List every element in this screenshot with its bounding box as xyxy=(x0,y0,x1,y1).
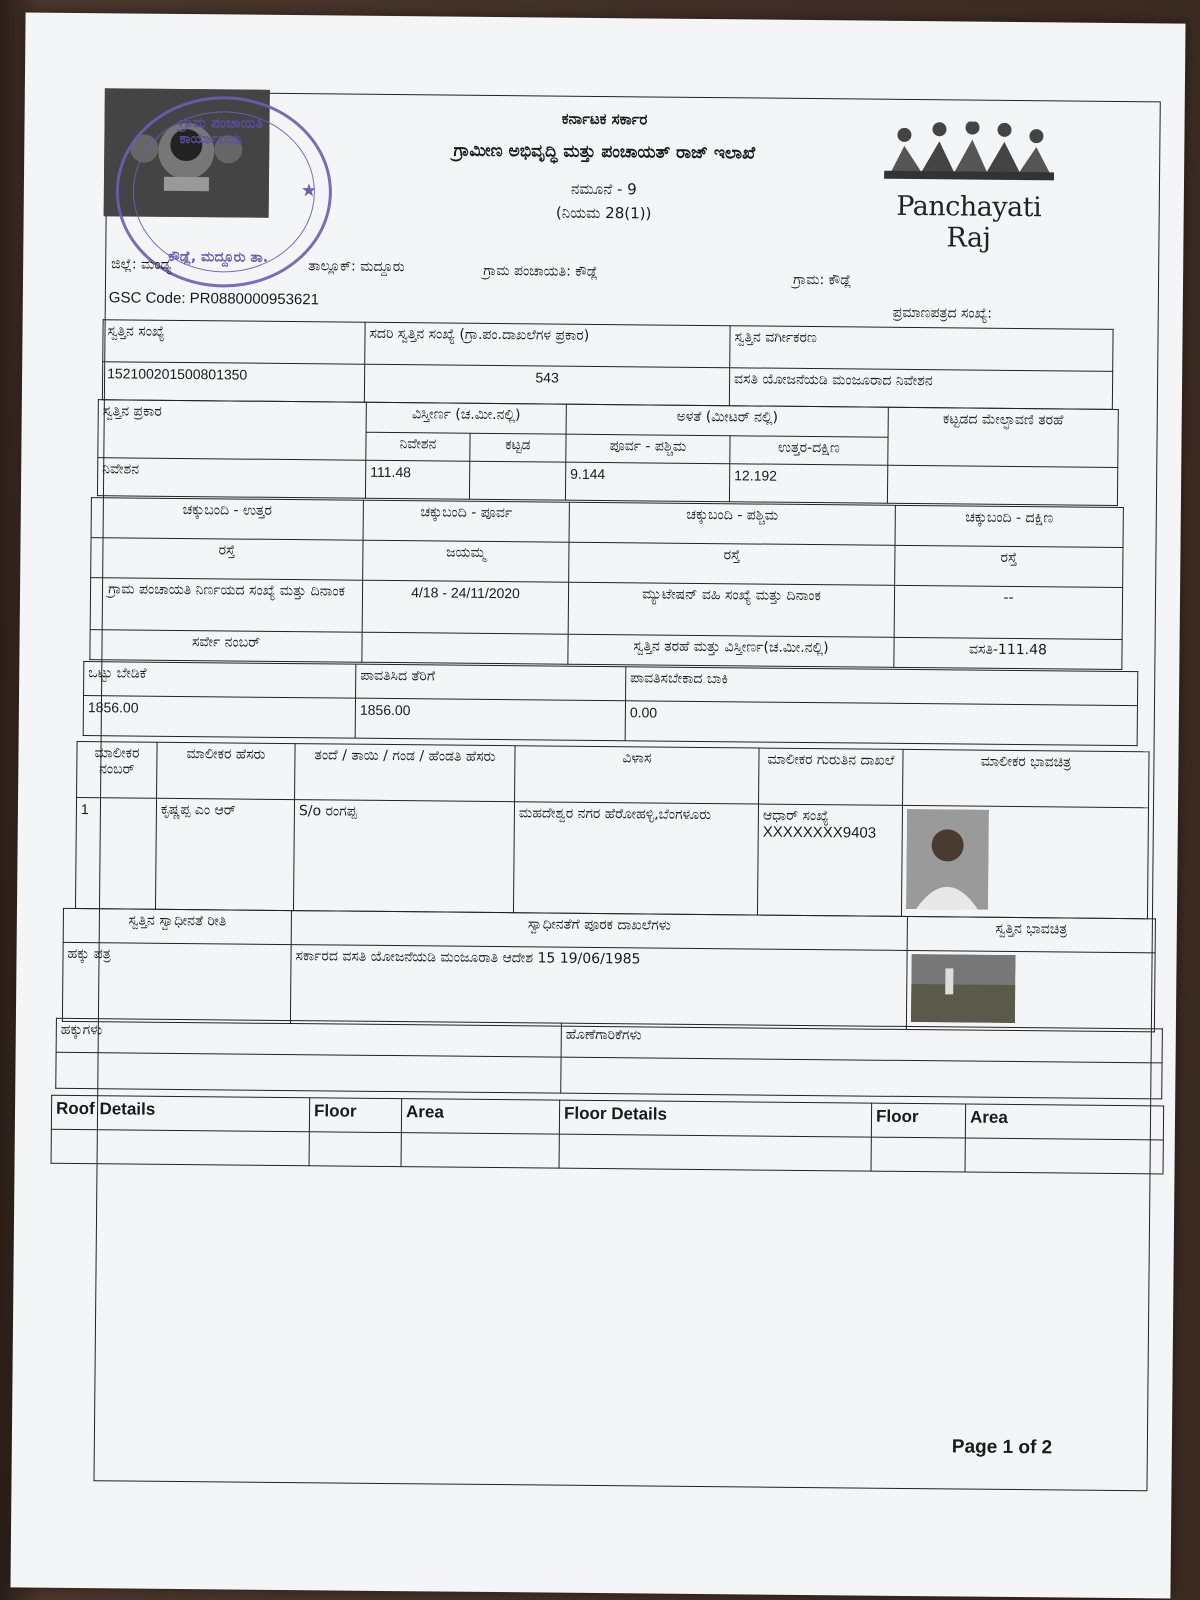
property-dimensions-table xyxy=(97,399,1119,506)
seal-bottom-text: ಕೌಡ್ಲೆ, ಮದ್ದೂರು ತಾ. xyxy=(168,248,269,266)
ownership-mode-value: ಹಕ್ಕು ಪತ್ರ xyxy=(62,942,291,1023)
roof-floor-table xyxy=(51,1095,1165,1175)
tax-paid-value: 1856.00 xyxy=(355,698,625,741)
south-boundary-label: ಚಕ್ಕುಬಂದಿ - ದಕ್ಷಿಣ xyxy=(895,505,1123,547)
ownership-docs-value: ಸರ್ಕಾರದ ವಸತಿ ಯೋಜನೆಯಡಿ ಮಂಜೂರಾತಿ ಆದೇಶ 15 19/06/1985 xyxy=(290,945,907,1030)
north-boundary-value: ರಸ್ತೆ xyxy=(91,538,363,581)
mutation-label: ಮ್ಯುಟೇಷನ್ ವಹಿ ಸಂಖ್ಯೆ ಮತ್ತು ದಿನಾಂಕ xyxy=(568,582,894,637)
decision-value: 4/18 - 24/11/2020 xyxy=(362,580,568,634)
west-boundary-label: ಚಕ್ಕುಬಂದಿ - ಪಶ್ಚಿಮ xyxy=(569,502,895,545)
owner-number-label: ಮಾಲೀಕರ ನಂಬರ್ xyxy=(77,741,158,798)
type-area-value: ವಸತಿ-111.48 xyxy=(894,637,1122,669)
gram-panchayat: ಗ್ರಾಮ ಪಂಚಾಯತಿ: ಕೌಡ್ಲೆ xyxy=(483,262,599,280)
owner-number-value: 1 xyxy=(75,797,156,909)
total-demand-label: ಒಟ್ಟು ಬೇಡಿಕೆ xyxy=(84,662,356,699)
owner-photo-label: ಮಾಲೀಕರ ಭಾವಚಿತ್ರ xyxy=(903,749,1150,807)
owner-photo xyxy=(906,809,989,910)
balance-due-label: ಪಾವತಿಸಬೇಕಾದ ಬಾಕಿ xyxy=(626,667,1138,706)
west-boundary-value: ರಸ್ತೆ xyxy=(569,542,895,585)
owner-name-value: ಕೃಷ್ಣಪ್ಪ ಎಂ ಆರ್ xyxy=(155,798,294,910)
tax-paid-label: ಪಾವತಿಸಿದ ತೆರಿಗೆ xyxy=(356,664,626,701)
total-demand-value: 1856.00 xyxy=(83,696,355,739)
floor-area-label: Area xyxy=(965,1104,1163,1140)
property-type-value: ನಿವೇಶನ xyxy=(97,458,365,499)
east-west-label: ಪೂರ್ವ - ಪಶ್ಚಿಮ xyxy=(566,434,730,464)
district: ಜಿಲ್ಲೆ: ಮಂಡ್ಯ xyxy=(111,256,172,273)
document-sheet xyxy=(10,12,1185,1598)
owner-id-label: ಮಾಲೀಕರ ಗುರುತಿನ ದಾಖಲೆ xyxy=(759,748,904,805)
owner-name-label: ಮಾಲೀಕರ ಹೆಸರು xyxy=(157,742,296,799)
type-area-label: ಸ್ವತ್ತಿನ ತರಹೆ ಮತ್ತು ವಿಸ್ತೀರ್ಣ(ಚ.ಮೀ.ನಲ್ಲಿ) xyxy=(568,634,894,667)
logo-text: Panchayati Raj xyxy=(896,190,1042,254)
roof-type-label: ಕಟ್ಟಡದ ಮೇಲ್ಛಾವಣಿ ತರಹೆ xyxy=(888,407,1119,467)
survey-number-value xyxy=(362,632,568,664)
owner-table xyxy=(75,741,1150,919)
roof-floor-label: Floor xyxy=(309,1098,401,1133)
east-boundary-value: ಜಯಮ್ಮ xyxy=(363,540,569,582)
aadhaar-number: XXXXXXXX9403 xyxy=(762,823,877,842)
area-label: ವಿಸ್ತೀರ್ಣ (ಚ.ಮೀ.ನಲ್ಲಿ) xyxy=(366,402,566,434)
property-photo xyxy=(911,954,1016,1023)
property-id-value: 15210020150080135​0 xyxy=(102,362,364,403)
panchayati-raj-logo xyxy=(873,121,1064,254)
star-icon: ★ xyxy=(300,180,317,202)
site-area-value: 111.48 xyxy=(365,460,469,499)
address-label: ವಿಳಾಸ xyxy=(515,746,760,804)
roof-area-label: Area xyxy=(401,1099,559,1135)
building-label: ಕಟ್ಟಡ xyxy=(470,433,566,462)
property-photo-cell xyxy=(906,950,1155,1031)
south-boundary-value: ರಸ್ತೆ xyxy=(895,545,1123,587)
roof-type-value xyxy=(887,465,1117,505)
site-label: ನಿವೇಶನ xyxy=(366,432,470,461)
ownership-table xyxy=(62,908,1156,1032)
owner-photo-cell xyxy=(901,805,1148,918)
north-boundary-label: ಚಕ್ಕುಬಂದಿ - ಉತ್ತರ xyxy=(91,498,363,541)
owner-id-cell xyxy=(757,804,902,916)
decision-label: ಗ್ರಾಮ ಪಂಚಾಯತಿ ನಿರ್ಣಯದ ಸಂಖ್ಯೆ ಮತ್ತು ದಿನಾಂಕ xyxy=(90,578,362,633)
header-rule: (ನಿಯಮ 28(1)) xyxy=(555,203,652,223)
id-type: ಆಧಾರ್ ಸಂಖ್ಯೆ xyxy=(762,807,829,825)
east-west-value: 9.144 xyxy=(565,462,729,502)
dimensions-label: ಅಳತೆ (ಮೀಟರ್ ನಲ್ಲಿ) xyxy=(566,404,888,437)
classification-value: ವಸತಿ ಯೋಜನೆಯಡಿ ಮಂಜೂರಾದ ನಿವೇಶನ xyxy=(729,368,1112,410)
roof-details-label: Roof Details xyxy=(51,1095,309,1131)
ownership-docs-label: ಸ್ವಾಧೀನತೆಗೆ ಪೂರಕ ದಾಖಲೆಗಳು xyxy=(291,911,907,951)
floor-floor-label: Floor xyxy=(871,1103,965,1138)
survey-number-label: ಸರ್ವೇ ನಂಬರ್ xyxy=(90,630,362,663)
certificate-number-label: ಪ್ರಮಾಣಪತ್ರದ ಸಂಖ್ಯೆ: xyxy=(892,304,993,322)
east-boundary-label: ಚಕ್ಕುಬಂದಿ - ಪೂರ್ವ xyxy=(363,500,569,542)
sadara-number-label: ಸದರಿ ಸ್ವತ್ತಿನ ಸಂಖ್ಯೆ (ಗ್ರಾ.ಪಂ.ದಾಖಲೆಗಳ ಪ್ರಕಾರ) xyxy=(365,322,730,368)
tax-table xyxy=(83,661,1139,746)
mutation-value: -- xyxy=(894,585,1122,639)
sadara-number-value: 543 xyxy=(364,364,729,406)
liabilities-label: ಹೊಣೆಗಾರಿಕೆಗಳು xyxy=(561,1023,1162,1063)
ownership-mode-label: ಸ್ವತ್ತಿನ ಸ್ವಾಧೀನತೆ ರೀತಿ xyxy=(63,908,291,944)
floor-details-label: Floor Details xyxy=(559,1100,871,1137)
taluk: ತಾಲ್ಲೂಕ್: ಮದ್ದೂರು xyxy=(308,258,405,276)
seal-top-text: ಗ್ರಾಮ ಪಂಚಾಯತಿ ಕಾರ್ಯಾಲಯ xyxy=(179,114,264,148)
people-icon xyxy=(884,121,1055,183)
rights-table xyxy=(55,1018,1163,1100)
property-photo-label: ಸ್ವತ್ತಿನ ಭಾವಚಿತ್ರ xyxy=(907,916,1155,952)
property-type-label: ಸ್ವತ್ತಿನ ಪ್ರಕಾರ xyxy=(98,400,367,461)
relation-name-value: S/o ರಂಗಪ್ಪ xyxy=(293,800,514,913)
north-south-label: ಉತ್ತರ-ದಕ್ಷಿಣ xyxy=(730,436,888,466)
header-form-no: ನಮೂನೆ - 9 xyxy=(571,179,637,199)
village: ಗ್ರಾಮ: ಕೌಡ್ಲೆ xyxy=(792,271,852,289)
header-department: ಗ್ರಾಮೀಣ ಅಭಿವೃದ್ಧಿ ಮತ್ತು ಪಂಚಾಯತ್ ರಾಜ್ ಇಲಾಖೆ xyxy=(453,140,756,164)
boundaries-table xyxy=(89,497,1124,670)
relation-name-label: ತಂದೆ / ತಾಯಿ / ಗಂಡ / ಹೆಂಡತಿ ಹೆಸರು xyxy=(295,744,516,802)
north-south-value: 12.192 xyxy=(729,464,887,504)
address-value: ಮಹದೇಶ್ವರ ನಗರ ಹೆರೋಹಳ್ಳಿ,ಬೆಂಗಳೂರು xyxy=(513,802,758,915)
building-area-value xyxy=(469,461,565,500)
page-number: Page 1 of 2 xyxy=(951,1436,1053,1459)
rights-label: ಹಕ್ಕುಗಳು xyxy=(56,1018,561,1057)
classification-label: ಸ್ವತ್ತಿನ ವರ್ಗೀಕರಣ xyxy=(730,326,1113,372)
property-id-label: ಸ್ವತ್ತಿನ ಸಂಖ್ಯೆ xyxy=(103,320,365,365)
property-id-table xyxy=(102,319,1114,410)
header-govt: ಕರ್ನಾಟಕ ಸರ್ಕಾರ xyxy=(561,109,648,129)
gsc-code: GSC Code: PR0880000953621 xyxy=(108,289,320,309)
balance-due-value: 0.00 xyxy=(625,701,1137,746)
